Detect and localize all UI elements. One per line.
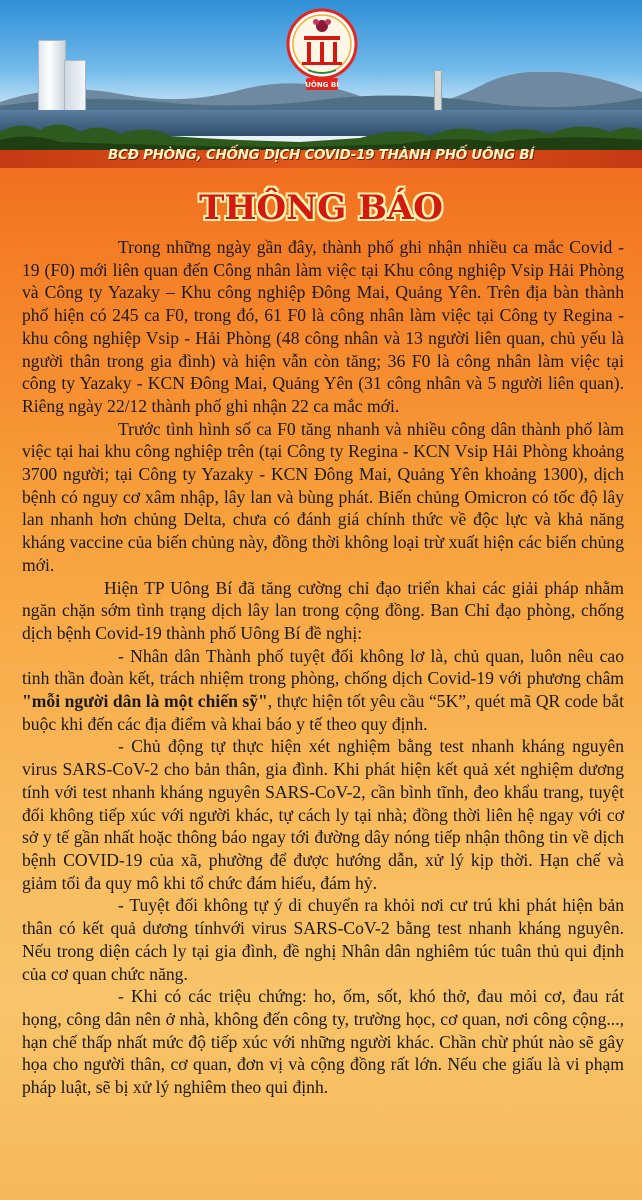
paragraph-3: Hiện TP Uông Bí đã tăng cường chỉ đạo triển khai các giải pháp nhằm ngăn chặn sớm tình trạng dịch lây lan trong cộng đồng. Ban Chỉ đạo phòng, chống dịch bệnh Covid-19 thành phố Uông Bí đề nghị: xyxy=(22,577,624,643)
paragraph-5: - Chủ động tự thực hiện xét nghiệm bằng test nhanh kháng nguyên virus SARS-CoV-2 cho bản thân, gia đình. Khi phát hiện kết quả xét nghiệm dương tính với test nhanh kháng nguyên SARS-CoV-2, cần bình tĩnh, đeo khẩu trang, tuyệt đối không tiếp xúc với người khác, tự cách ly tại nhà; đồng thời liên hệ ngay với cơ sở y tế gần nhất hoặc thông báo ngay tới đường dây nóng tiếp nhận thông tin về dịch bệnh COVID-19 của xã, phường để được hướng dẫn, xử lý kịp thời. Hạn chế và giảm tối đa quy mô khi tổ chức đám hiếu, đám hỷ. xyxy=(22,736,624,893)
city-emblem-logo xyxy=(286,6,358,104)
paragraph-4 xyxy=(22,645,624,736)
paragraph-4-text: - Nhân dân Thành phố tuyệt đối không lơ là, chủ quan, luôn nêu cao tinh thần đoàn kết, trách nhiệm trong phòng, chống dịch Covid-19 với phương châm xyxy=(22,645,624,689)
slogan-bold: "mỗi người dân là một chiến sỹ" xyxy=(22,691,268,712)
paragraph-2: Trước tình hình số ca F0 tăng nhanh và nhiều công dân thành phố làm việc tại hai khu công nghiệp trên (tại Công ty Regina - KCN Vsip Hải Phòng khoảng 3700 người; tại Công ty Yazaky - KCN Đông Mai, Quảng Yên khoảng 1300), dịch bệnh có nguy cơ xâm nhập, lây lan và bùng phát. Biến chủng Omicron có tốc độ lây lan nhanh hơn chủng Delta, chưa có đánh giá chính thức về độc lực và khả năng kháng vaccine của biến chủng này, đồng thời không loại trừ xuất hiện các biến chủng mới. xyxy=(22,418,624,575)
paragraph-1: Trong những ngày gần đây, thành phố ghi nhận nhiều ca mắc Covid - 19 (F0) mới liên quan đến Công nhân làm việc tại Khu công nghiệp Vsip Hải Phòng và Công ty Yazaky – Khu công nghiệp Đông Mai, Quảng Yên. Trên địa bàn thành phố hiện có 245 ca F0, trong đó, 61 F0 là công nhân làm việc tại Công ty Regina - khu công nghiệp Vsip - Hải Phòng (48 công nhân và 13 người liên quan, chủ yếu là người thân trong gia đình) và hiện vẫn còn tăng; 36 F0 là công nhân làm việc tại công ty Yazaky - KCN Đông Mai, Quảng Yên (31 công nhân và 5 người liên quan). Riêng ngày 22/12 thành phố ghi nhận 22 ca mắc mới. xyxy=(22,237,624,416)
notice-title: THÔNG BÁO xyxy=(199,188,443,228)
paragraph-7: - Khi có các triệu chứng: ho, ốm, sốt, khó thở, đau mỏi cơ, đau rát họng, công dân nên ở nhà, không đến công ty, trường học, cơ quan, nơi công cộng..., hạn chế thấp nhất mức độ tiếp xúc với những người khác. Chần chừ phút nào sẽ gây họa cho người thân, cơ quan, đơn vị và cộng đồng rất lớn. Nếu che giấu là vi phạm pháp luật, sẽ bị xử lý nghiêm theo qui định. xyxy=(22,986,624,1098)
trees-foreground xyxy=(0,116,642,150)
paragraph-6: - Tuyệt đối không tự ý di chuyển ra khỏi nơi cư trú khi phát hiện bản thân có kết quả dương tínhvới virus SARS-CoV-2 bằng test nhanh kháng nguyên. Nếu trong diện cách ly tại gia đình, đề nghị Nhân dân nghiêm túc tuân thủ qui định của cơ quan chức năng. xyxy=(22,895,624,984)
header-subtitle: BCĐ PHÒNG, CHỐNG DỊCH COVID-19 THÀNH PHỐ UÔNG BÍ xyxy=(107,147,535,163)
chimney xyxy=(434,70,442,114)
logo-text: UÔNG BÍ xyxy=(305,81,339,89)
notice-body xyxy=(22,236,624,1099)
paragraph-4-tail: , thực hiện tốt yêu cầu “5K”, quét mã QR code bắt buộc khi đến các địa điểm và khai báo y tế theo quy định. xyxy=(22,691,624,734)
